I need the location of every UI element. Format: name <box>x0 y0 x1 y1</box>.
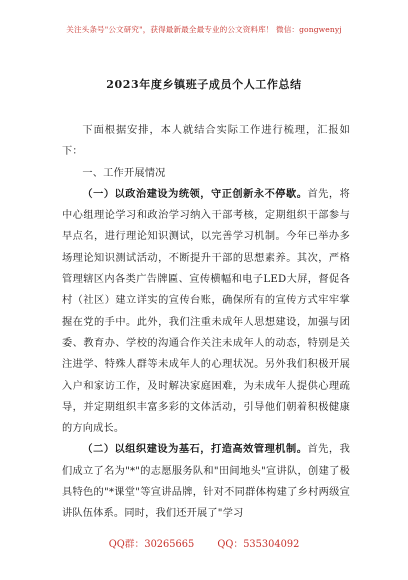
qq-group-text: QQ群：30265665 <box>108 539 195 550</box>
intro-paragraph: 下面根据安排，本人就结合实际工作进行梳理，汇报如下： <box>62 125 350 158</box>
paragraph-lead: （二）以组织建设为基石，打造高效管理机制。 <box>82 443 308 456</box>
paragraph-text: 首先，我们成立了名为"*"的志愿服务队和"田间地头"宣讲队，创建了极具特色的"*课堂"等宣讲品牌，针对不同群体构建了乡村两级宣讲队伍体系。同时，我们还开展了"学习 <box>62 444 350 520</box>
document-body <box>62 120 350 525</box>
qq-number-text: QQ：535304092 <box>217 539 300 550</box>
paragraph-organization <box>62 439 350 524</box>
document-title: 2023年度乡镇班子成员个人工作总结 <box>106 78 302 91</box>
paragraph-political <box>62 184 350 440</box>
paragraph-lead: （一）以政治建设为统领，守正创新永不停歇。 <box>82 187 308 200</box>
header-note: 关注头条号"公文研究"，获得最新最全最专业的公文资料库！ 微信：gongwenyj <box>66 25 342 34</box>
footer-contact <box>0 536 408 550</box>
section-heading: 一、工作开展情况 <box>82 167 166 179</box>
paragraph-text: 首先，将中心组理论学习和政治学习纳入干部考核，定期组织干部参与早点名，进行理论知识测试，以完善学习机制。今年已举办多场理论知识测试活动，不断提升干部的思想素养。其次，严格管理辖区内各类广告牌匾、宣传横幅和电子LED大屏，督促各村（社区）建立详实的宣传台账，确保所有的宣传方式牢牢掌握在党的手中。此外，我们注重未成年人思想建设，加强与团委、教育办、学校的沟通合作关注未成年人的动态，特别是关注进学、特殊人群等未成年人的心理状况。另外我们积极开展入户和家访工作，及时解决家庭困难，为未成年人提供心理疏导，并定期组织丰富多彩的文体活动，引导他们朝着积极健康的方向成长。 <box>62 188 350 435</box>
